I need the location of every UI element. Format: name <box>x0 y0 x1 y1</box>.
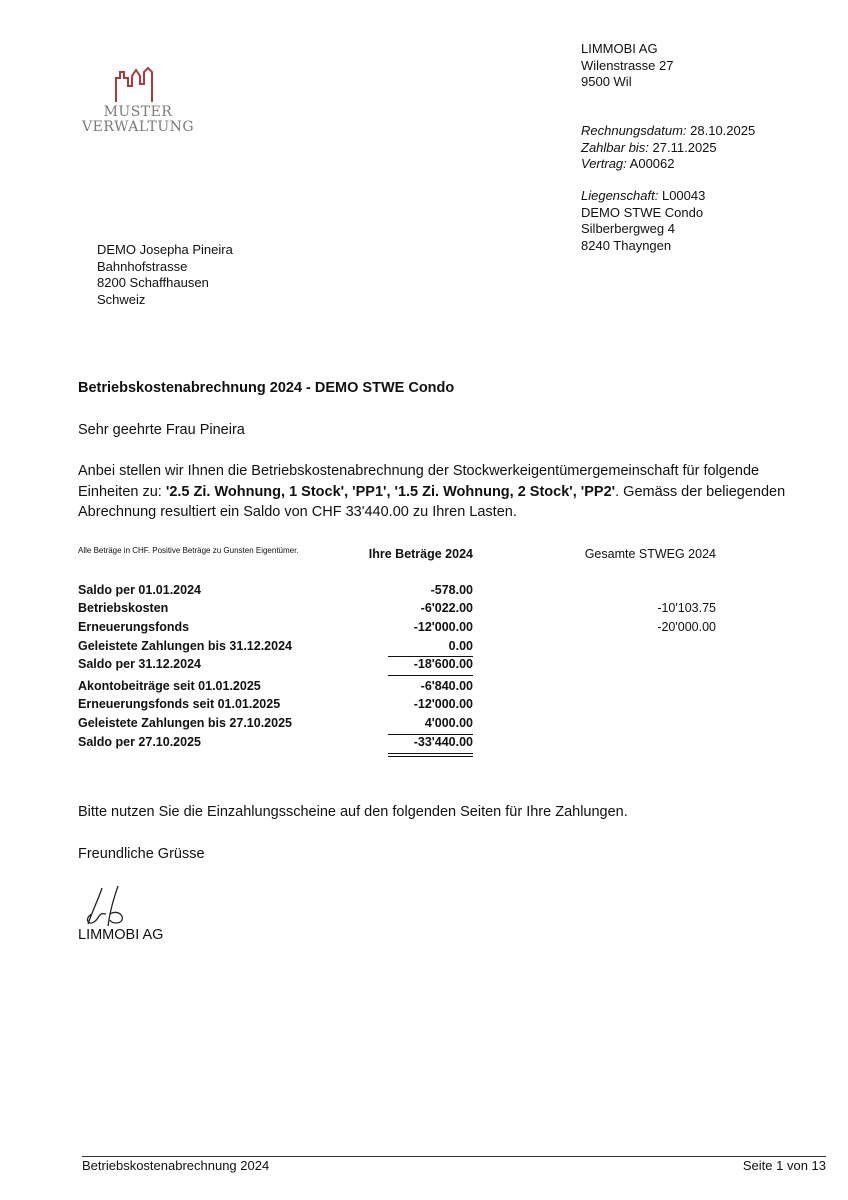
row-label: Erneuerungsfonds seit 01.01.2025 <box>78 697 281 711</box>
sender-street: Wilenstrasse 27 <box>581 57 674 73</box>
footer-page-number: Seite 1 von 13 <box>742 1158 826 1173</box>
due-date-row <box>581 140 755 157</box>
signature-image <box>80 884 140 932</box>
invoice-date-label: Rechnungsdatum: <box>581 123 687 138</box>
row-label: Erneuerungsfonds <box>78 620 190 634</box>
logo-word-2: VERWALTUNG <box>82 119 195 135</box>
row-label: Betriebskosten <box>78 601 169 615</box>
table-row <box>78 601 778 619</box>
row-own: -12'000.00 <box>413 697 473 711</box>
row-own: 4'000.00 <box>424 716 473 730</box>
row-own: -6'840.00 <box>420 679 473 693</box>
row-total: -20'000.00 <box>657 620 716 634</box>
invoice-meta <box>581 123 755 173</box>
recipient-name: DEMO Josepha Pineira <box>97 242 233 257</box>
col-header-total: Gesamte STWEG 2024 <box>584 547 716 561</box>
property-name: DEMO STWE Condo <box>581 204 704 220</box>
table-row <box>78 620 778 638</box>
row-label: Akontobeiträge seit 01.01.2025 <box>78 679 261 693</box>
body-part-2: . Gemäss der beliegenden Abrechnung resultiert ein Saldo von CHF 33'440.00 zu Ihren Lasten. <box>78 483 786 520</box>
table-row <box>78 639 778 657</box>
row-label: Saldo per 27.10.2025 <box>78 735 201 749</box>
invoice-date: 28.10.2025 <box>690 123 756 138</box>
table-row <box>78 583 778 601</box>
property-info <box>581 188 705 254</box>
row-total: -10'103.75 <box>657 601 716 615</box>
recipient-address <box>97 242 233 308</box>
table-row <box>78 657 778 675</box>
property-id: L00043 <box>661 188 706 203</box>
recipient-country: Schweiz <box>97 291 146 307</box>
sender-address <box>581 41 673 91</box>
subtotal-underline <box>388 675 473 676</box>
table-note: Alle Beträge in CHF. Positive Beträge zu Gunsten Eigentümer. <box>78 546 299 555</box>
total-double-rule-top <box>388 753 473 754</box>
property-id-row <box>581 188 705 205</box>
property-city: 8240 Thayngen <box>581 237 672 253</box>
due-date-label: Zahlbar bis: <box>581 139 649 155</box>
row-own: -12'000.00 <box>413 620 473 634</box>
body-part-1: Anbei stellen wir Ihnen die Betriebskostenabrechnung der Stockwerkeigentümergemeinschaft für folgende Einheiten zu: <box>78 463 760 500</box>
row-label: Geleistete Zahlungen bis 27.10.2025 <box>78 716 292 730</box>
table-row <box>78 735 778 753</box>
contract-label: Vertrag: <box>581 156 627 171</box>
contract-row <box>581 156 755 173</box>
signature-company: LIMMOBI AG <box>78 927 164 943</box>
company-logo <box>82 66 194 136</box>
row-own: 0.00 <box>448 639 473 653</box>
letter-subject: Betriebskostenabrechnung 2024 - DEMO STWE Condo <box>78 380 455 396</box>
row-own: -6'022.00 <box>420 601 473 615</box>
recipient-city: 8200 Schaffhausen <box>97 275 209 290</box>
sender-city: 9500 Wil <box>581 74 632 89</box>
property-street: Silberbergweg 4 <box>581 221 675 236</box>
row-label: Saldo per 01.01.2024 <box>78 583 201 597</box>
row-own: -578.00 <box>430 583 473 597</box>
letter-body <box>78 461 823 523</box>
footer-document-title: Betriebskostenabrechnung 2024 <box>82 1158 270 1173</box>
table-row <box>78 697 778 715</box>
table-row <box>78 679 778 697</box>
closing-greeting: Freundliche Grüsse <box>78 846 205 862</box>
due-date: 27.11.2025 <box>652 139 717 155</box>
salutation: Sehr geehrte Frau Pineira <box>78 422 245 438</box>
closing-text: Bitte nutzen Sie die Einzahlungsscheine auf den folgenden Seiten für Ihre Zahlungen. <box>78 804 628 820</box>
row-own: -33'440.00 <box>413 735 473 749</box>
row-own: -18'600.00 <box>413 657 473 671</box>
recipient-street: Bahnhofstrasse <box>97 258 188 274</box>
row-label: Saldo per 31.12.2024 <box>78 657 201 671</box>
total-double-rule-bottom <box>388 756 473 757</box>
property-label: Liegenschaft: <box>581 188 659 203</box>
contract-number: A00062 <box>629 156 675 171</box>
sender-name: LIMMOBI AG <box>581 41 658 56</box>
row-label: Geleistete Zahlungen bis 31.12.2024 <box>78 639 292 653</box>
col-header-own: Ihre Beträge 2024 <box>368 547 473 561</box>
invoice-date-row <box>581 123 755 140</box>
footer-divider <box>82 1156 826 1157</box>
table-row <box>78 716 778 734</box>
logo-word-1: MUSTER <box>103 104 173 120</box>
logo-building-icon <box>82 66 194 106</box>
body-units: '2.5 Zi. Wohnung, 1 Stock', 'PP1', '1.5 Zi. Wohnung, 2 Stock', 'PP2' <box>165 483 616 500</box>
